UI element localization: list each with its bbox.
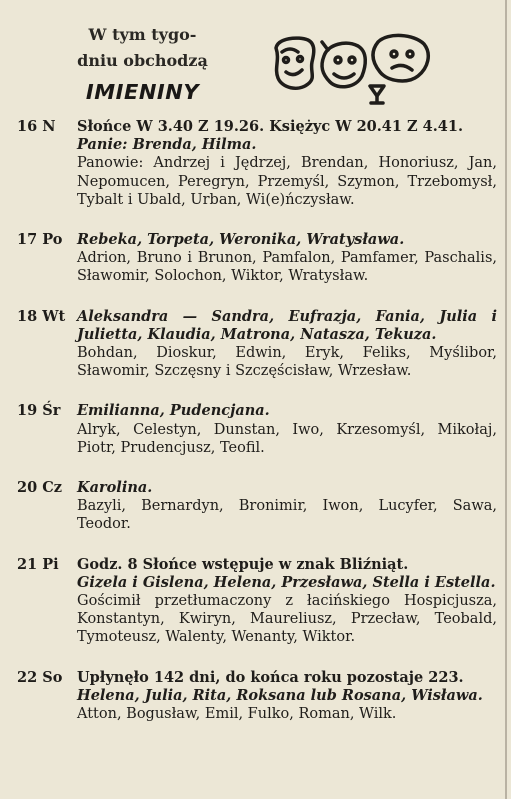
women-names: Aleksandra — Sandra, Eufrazja, Fania, Julia i Julietta, Klaudia, Matrona, Natasza, Tekuza.	[77, 307, 497, 343]
men-names: Adrion, Bruno i Brunon, Pamfalon, Pamfamer, Paschalis, Sławomir, Solochon, Wiktor, Wratysław.	[77, 250, 497, 285]
day-label: 20 Cz	[17, 479, 63, 497]
section-title: IMIENINY	[85, 80, 200, 104]
women-names: Karolina.	[77, 479, 153, 497]
day-note: Upłynęło 142 dni, do końca roku pozostaje 223.	[77, 668, 464, 686]
men-names: Bohdan, Dioskur, Edwin, Eryk, Feliks, Myślibor, Sławomir, Szczęsny i Szczęścisław, Wrzesław.	[77, 345, 497, 380]
men-names: Bazyli, Bernardyn, Bronimir, Iwon, Lucyfer, Sawa, Teodor.	[77, 498, 497, 533]
day-content	[77, 479, 497, 534]
women-names: Gizela i Gislena, Helena, Przesława, Stella i Estella.	[77, 573, 496, 591]
header-line-1: W tym tygo-	[88, 25, 197, 44]
day-label: 21 Pi	[17, 555, 59, 573]
men-names: Gościmił przetłumaczony z łacińskiego Hospicjusza, Konstantyn, Kwiryn, Maureliusz, Przecław, Teobald, Tymoteusz, Walenty, Wenanty, Wiktor.	[77, 593, 497, 646]
day-entry	[17, 231, 497, 286]
day-content	[77, 556, 497, 647]
day-entry	[17, 308, 497, 381]
day-label: 17 Po	[17, 231, 63, 249]
faces-illustration-icon	[268, 26, 436, 106]
day-content	[77, 308, 497, 381]
women-names: Panie: Brenda, Hilma.	[77, 136, 257, 154]
day-label: 18 Wt	[17, 307, 66, 325]
nameday-list	[17, 118, 497, 745]
day-label: 16 N	[17, 118, 56, 135]
men-names: Alryk, Celestyn, Dunstan, Iwo, Krzesomyśl, Mikołaj, Piotr, Prudencjusz, Teofil.	[77, 421, 497, 456]
day-content	[77, 402, 497, 457]
column-border	[505, 0, 507, 799]
men-names: Atton, Bogusław, Emil, Fulko, Roman, Wilk.	[77, 706, 397, 723]
day-entry	[17, 556, 497, 647]
women-names: Helena, Julia, Rita, Roksana lub Rosana, Wisława.	[77, 686, 483, 704]
day-entry	[17, 479, 497, 534]
day-label: 19 Śr	[17, 402, 61, 420]
men-names: Panowie: Andrzej i Jędrzej, Brendan, Honoriusz, Jan, Nepomucen, Peregryn, Przemyśl, Szymon, Trzebomysł, Tybalt i Ubald, Urban, Wi(e)ńczysław.	[77, 155, 497, 208]
day-content	[77, 118, 497, 209]
header	[55, 24, 230, 104]
women-names: Rebeka, Torpeta, Weronika, Wratysława.	[77, 231, 405, 249]
header-line-2: dniu obchodzą	[77, 51, 208, 70]
women-names: Emilianna, Pudencjana.	[77, 402, 270, 420]
day-content	[77, 669, 497, 724]
day-entry	[17, 669, 497, 724]
day-entry	[17, 402, 497, 457]
day-note: Godz. 8 Słońce wstępuje w znak Bliźniąt.	[77, 555, 409, 573]
day-note: Słońce W 3.40 Z 19.26. Księżyc W 20.41 Z 4.41.	[77, 118, 464, 135]
day-entry	[17, 118, 497, 209]
day-label: 22 So	[17, 668, 63, 686]
day-content	[77, 231, 497, 286]
